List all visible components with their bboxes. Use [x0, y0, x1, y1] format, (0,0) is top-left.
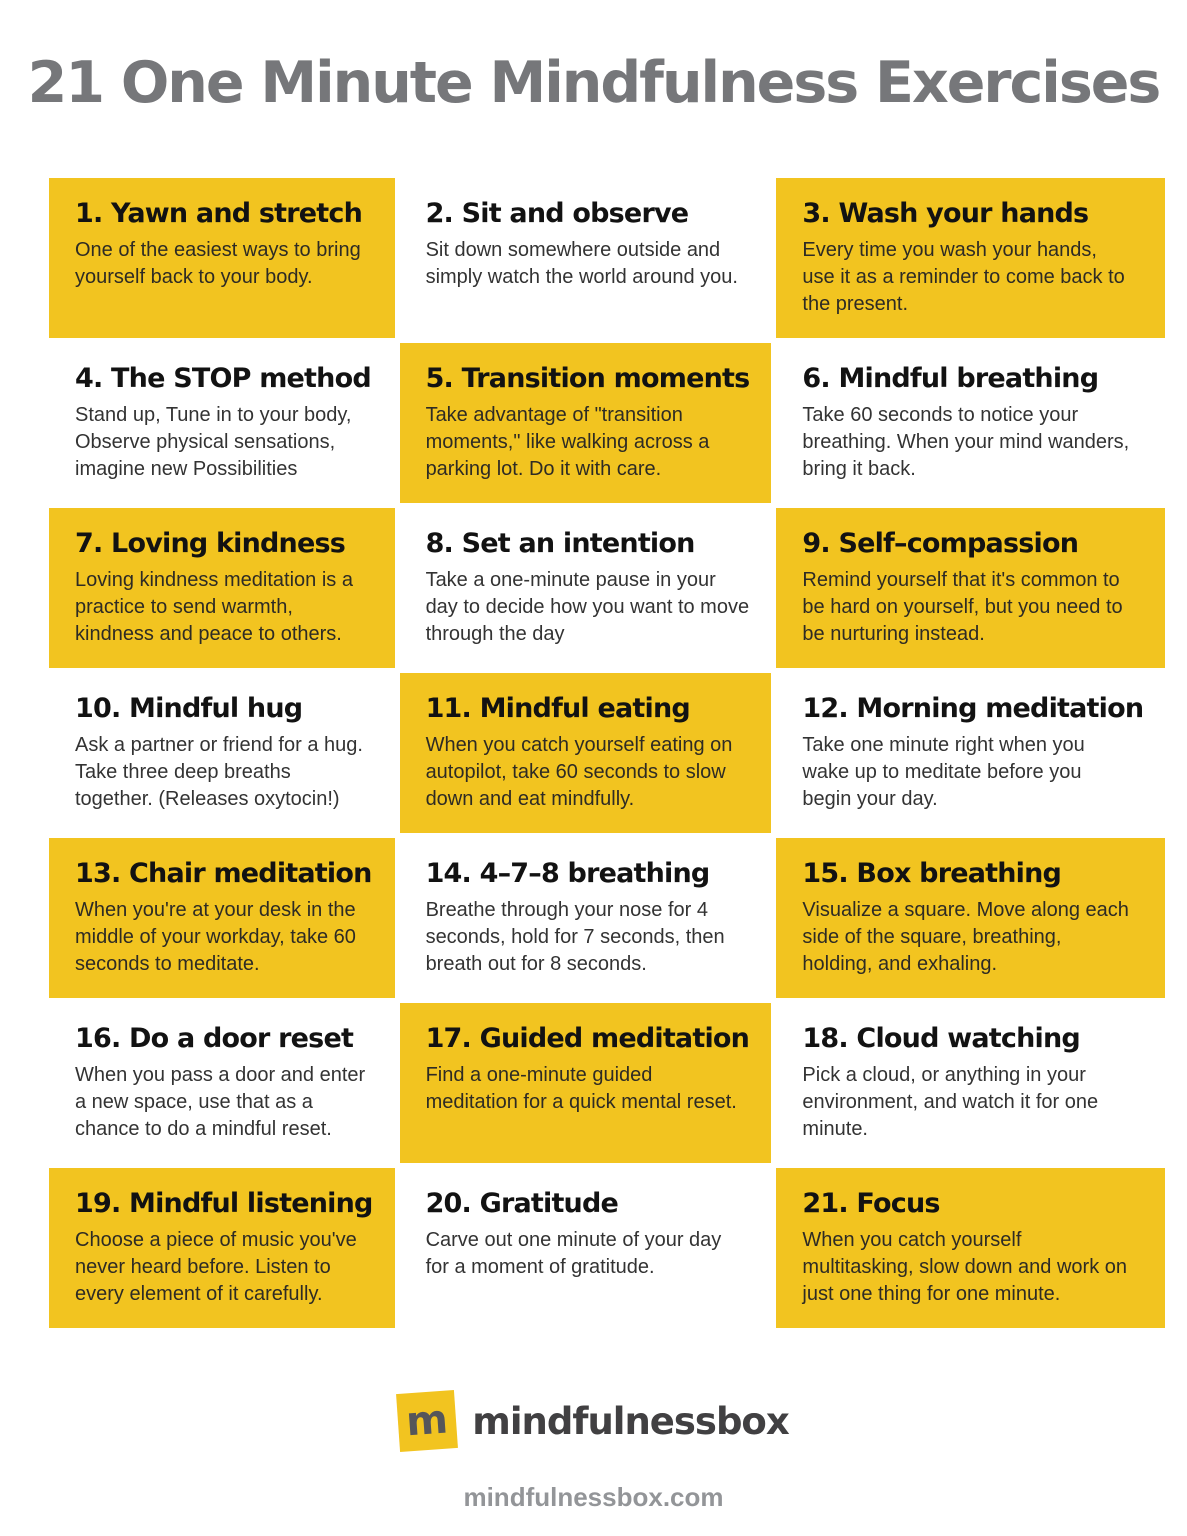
- exercise-heading: 17. Guided meditation: [425, 1023, 750, 1054]
- exercise-description: Find a one-minute guided meditation for a quick mental reset.: [425, 1064, 737, 1113]
- exercise-card: [776, 1003, 1165, 1163]
- exercise-description: Choose a piece of music you've never heard before. Listen to every element of it carefully.: [75, 1229, 357, 1305]
- exercise-description: When you're at your desk in the middle of your workday, take 60 seconds to meditate.: [75, 899, 356, 975]
- exercise-heading: 10. Mindful hug: [75, 693, 303, 724]
- exercise-heading: 19. Mindful listening: [75, 1188, 373, 1219]
- exercise-card: [400, 343, 772, 503]
- exercise-card: [776, 178, 1165, 338]
- exercise-heading: 3. Wash your hands: [802, 198, 1089, 229]
- exercise-description: Remind yourself that it's common to be hard on yourself, but you need to be nurturing instead.: [802, 569, 1123, 645]
- exercise-heading: 21. Focus: [802, 1188, 940, 1219]
- exercise-card: [400, 838, 772, 998]
- exercise-description: Take one minute right when you wake up to meditate before you begin your day.: [802, 734, 1085, 810]
- exercise-heading: 11. Mindful eating: [425, 693, 690, 724]
- exercise-card: [400, 178, 772, 338]
- exercise-card: [776, 343, 1165, 503]
- page-title: 21 One Minute Mindfulness Exercises: [27, 50, 1160, 116]
- exercise-description: Take 60 seconds to notice your breathing. When your mind wanders, bring it back.: [802, 404, 1130, 480]
- exercise-card: [49, 343, 395, 503]
- exercise-description: Take advantage of "transition moments," like walking across a parking lot. Do it with care.: [425, 404, 710, 480]
- exercise-heading: 2. Sit and observe: [425, 198, 689, 229]
- exercise-description: Stand up, Tune in to your body, Observe physical sensations, imagine new Possibilities: [75, 404, 352, 480]
- exercise-description: Visualize a square. Move along each side of the square, breathing, holding, and exhaling.: [802, 899, 1129, 975]
- exercise-description: Ask a partner or friend for a hug. Take three deep breaths together. (Releases oxytocin!): [75, 734, 363, 810]
- exercise-description: When you pass a door and enter a new space, use that as a chance to do a mindful reset.: [75, 1064, 366, 1140]
- exercise-grid: [49, 178, 1144, 1328]
- exercise-heading: 14. 4–7–8 breathing: [425, 858, 710, 889]
- exercise-heading: 7. Loving kindness: [75, 528, 346, 559]
- exercise-description: When you catch yourself eating on autopilot, take 60 seconds to slow down and eat mindfully.: [425, 734, 733, 810]
- brand-name: mindfulnessbox: [472, 1399, 789, 1443]
- website-url: mindfulnessbox.com: [463, 1482, 724, 1512]
- exercise-heading: 4. The STOP method: [75, 363, 371, 394]
- exercise-card: [400, 1168, 772, 1328]
- exercise-heading: 16. Do a door reset: [75, 1023, 354, 1054]
- exercise-heading: 8. Set an intention: [425, 528, 695, 559]
- exercise-heading: 13. Chair meditation: [75, 858, 372, 889]
- exercise-card: [776, 1168, 1165, 1328]
- exercise-card: [49, 838, 395, 998]
- exercise-heading: 5. Transition moments: [425, 363, 750, 394]
- exercise-heading: 12. Morning meditation: [802, 693, 1144, 724]
- exercise-description: When you catch yourself multitasking, slow down and work on just one thing for one minute.: [802, 1229, 1128, 1305]
- exercise-card: [776, 508, 1165, 668]
- exercise-description: Breathe through your nose for 4 seconds, hold for 7 seconds, then breath out for 8 seconds.: [425, 899, 725, 975]
- exercise-description: Carve out one minute of your day for a moment of gratitude.: [425, 1229, 722, 1278]
- exercise-card: [776, 838, 1165, 998]
- exercise-description: Sit down somewhere outside and simply watch the world around you.: [425, 239, 738, 288]
- exercise-heading: 1. Yawn and stretch: [75, 198, 363, 229]
- exercise-heading: 15. Box breathing: [802, 858, 1062, 889]
- exercise-heading: 20. Gratitude: [425, 1188, 619, 1219]
- exercise-card: [49, 673, 395, 833]
- exercise-heading: 18. Cloud watching: [802, 1023, 1080, 1054]
- exercise-card: [776, 673, 1165, 833]
- exercise-card: [49, 508, 395, 668]
- exercise-card: [49, 1003, 395, 1163]
- footer-logo-row: [0, 1392, 1187, 1450]
- exercise-card: [400, 1003, 772, 1163]
- exercise-description: Pick a cloud, or anything in your environment, and watch it for one minute.: [802, 1064, 1099, 1140]
- exercise-card: [400, 673, 772, 833]
- exercise-card: [49, 178, 395, 338]
- exercise-description: Loving kindness meditation is a practice to send warmth, kindness and peace to others.: [75, 569, 353, 645]
- exercise-heading: 6. Mindful breathing: [802, 363, 1099, 394]
- exercise-description: One of the easiest ways to bring yourself back to your body.: [75, 239, 361, 288]
- exercise-card: [400, 508, 772, 668]
- exercise-description: Take a one-minute pause in your day to decide how you want to move through the day: [425, 569, 750, 645]
- mindfulnessbox-logo-icon: m: [396, 1390, 458, 1452]
- exercise-card: [49, 1168, 395, 1328]
- exercise-heading: 9. Self–compassion: [802, 528, 1079, 559]
- exercise-description: Every time you wash your hands, use it as a reminder to come back to the present.: [802, 239, 1125, 315]
